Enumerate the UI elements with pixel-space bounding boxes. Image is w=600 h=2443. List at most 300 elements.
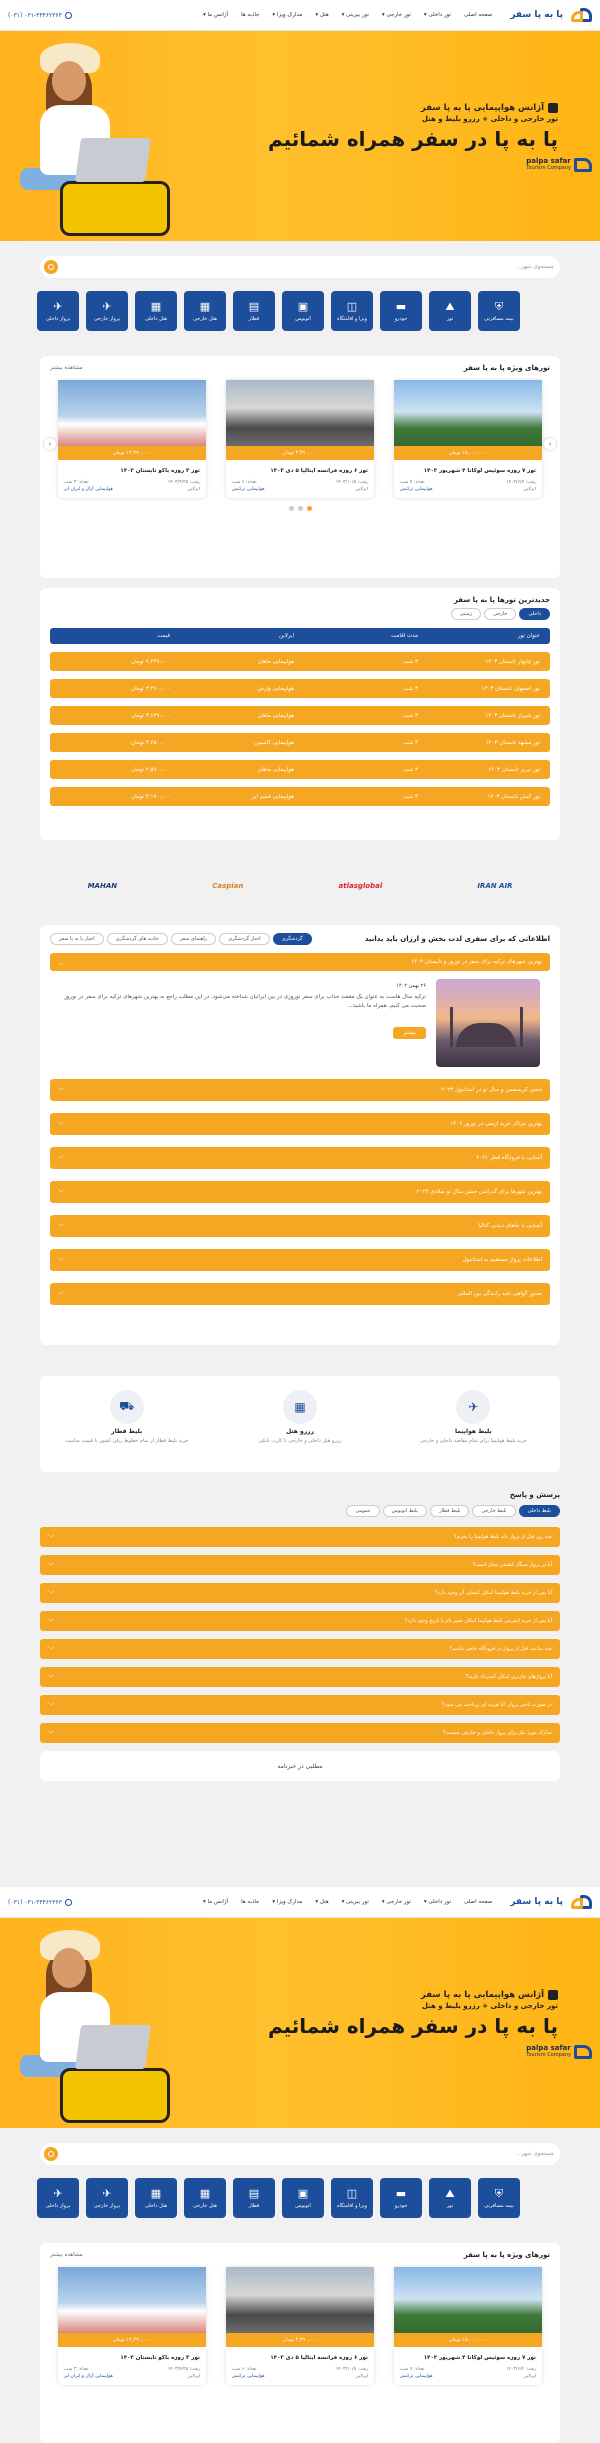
car-icon: ▬ <box>395 2186 407 2200</box>
table-row[interactable] <box>50 760 550 779</box>
table-cell: هواپیمایی ماهان <box>257 766 294 773</box>
search-icon <box>48 2151 54 2157</box>
airline-name: هواپیمایی ترکیش <box>400 487 433 492</box>
hero-line2: تور خارجی و داخلی + رزرو بلیط و هتل <box>421 2002 558 2010</box>
plane-icon: ✈ <box>102 2186 112 2200</box>
visa-icon: ◫ <box>346 2186 358 2200</box>
hotel-icon: ▦ <box>199 2186 211 2200</box>
category-label: هتل خارجی <box>193 315 217 322</box>
faq-item[interactable] <box>40 1667 560 1687</box>
table-cell: ۳ شب <box>403 685 418 692</box>
table-cell: هواپیمایی وارش <box>257 685 294 692</box>
airline-name: هواپیمایی آزال و ایران ایر <box>64 487 113 492</box>
category-visa[interactable] <box>331 291 373 331</box>
nav-item[interactable]: صفحه اصلی <box>464 1899 493 1905</box>
search-button[interactable] <box>44 2147 58 2161</box>
category-plane[interactable] <box>86 291 128 331</box>
category-label: خودرو <box>394 315 408 322</box>
category-shield[interactable] <box>478 2178 520 2218</box>
tour-meta <box>58 478 206 487</box>
accordion-item[interactable] <box>50 1113 550 1135</box>
faq-tabs <box>40 1505 560 1517</box>
category-visa[interactable] <box>331 2178 373 2218</box>
tour-meta <box>58 2365 206 2374</box>
info-tab[interactable]: اخبار پا به پا سفر <box>50 933 104 945</box>
tour-card[interactable] <box>394 2267 542 2385</box>
accordion-title: آشنایی با فرودگاه قطر ۲۰۲۱ <box>476 1155 542 1161</box>
carousel-dot[interactable] <box>307 506 312 511</box>
col-price: قیمت <box>157 633 170 639</box>
nav-item[interactable]: آژانس ما ▾ <box>202 1899 229 1905</box>
chevron-down-icon: ﹀ <box>48 1534 55 1542</box>
accordion-title: آشنایی با جاهای دیدنی کتالیا <box>478 1223 542 1229</box>
agency-icon <box>548 1990 558 2000</box>
tour-image[interactable] <box>58 2267 206 2347</box>
tour-price: ۱۲,۴۹۰,۰۰۰ تومان <box>112 2337 152 2343</box>
airline-name: هواپیمایی ترکیش <box>400 2374 433 2379</box>
car-icon: ▬ <box>395 299 407 313</box>
chevron-down-icon: ﹀ <box>58 1155 65 1163</box>
service-plane[interactable] <box>398 1390 548 1472</box>
faq-tab[interactable]: بلیط داخلی <box>519 1505 560 1517</box>
carousel-dot[interactable] <box>289 506 294 511</box>
service-desc: رزرو هتل داخلی و خارجی با کارت بانکی <box>258 1438 342 1444</box>
faq-question: چند روز قبل از پرواز باید بلیط هواپیما را بخرم؟ <box>454 1534 552 1540</box>
table-cell: ۴,۵۹۰,۰۰۰ تومان <box>131 766 170 773</box>
airline-name: هواپیمایی ترکیش <box>232 487 265 492</box>
airline-logo: IRAN AIR <box>477 882 513 890</box>
tour-card[interactable] <box>58 2267 206 2385</box>
article-preview <box>60 979 540 1067</box>
tour-date: رفت: ۱۴۰۳/۴/۲۵ <box>167 480 200 485</box>
search-button[interactable] <box>44 260 58 274</box>
nav-item[interactable]: هتل ▾ <box>315 1899 329 1905</box>
hero-title: پا به پا در سفر همراه شمائیم <box>267 2014 558 2038</box>
tour-date: رفت: ۱۴۰۳/۴/۲۵ <box>167 2367 200 2372</box>
tour-card[interactable] <box>58 380 206 498</box>
table-cell: تور کیش تابستان ۱۴۰۳ <box>487 793 540 800</box>
tour-airline <box>58 487 206 498</box>
tour-image[interactable] <box>394 2267 542 2347</box>
chevron-down-icon: ﹀ <box>58 1223 65 1231</box>
tour-meta <box>226 478 374 487</box>
latest-tabs <box>50 608 550 620</box>
category-label: پرواز خارجی <box>93 2202 121 2209</box>
accordion-item[interactable] <box>50 1147 550 1169</box>
tab-0[interactable]: داخلی <box>519 608 550 620</box>
chevron-down-icon: ﹀ <box>48 1618 55 1626</box>
tour-meta <box>394 2365 542 2374</box>
article-date: ۲۶ بهمن ۱۴۰۲ <box>396 983 426 989</box>
table-cell: ۳,۱۷۰,۰۰۰ تومان <box>131 793 170 800</box>
category-hotel[interactable] <box>135 291 177 331</box>
table-cell: ۳ شب <box>403 712 418 719</box>
plane-icon: ✈ <box>102 299 112 313</box>
agency-icon <box>548 103 558 113</box>
table-cell: هواپیمایی کاسپین <box>254 739 294 746</box>
phone-link[interactable] <box>8 12 72 19</box>
special-tours-section <box>40 356 560 578</box>
tour-card[interactable] <box>394 380 542 498</box>
hero-brand <box>526 2045 592 2059</box>
table-cell: ۴,۴۳۹,۰۰۰ تومان <box>131 658 170 665</box>
category-shield[interactable] <box>478 291 520 331</box>
airline-name: هواپیمایی ترکیش <box>232 2374 265 2379</box>
accordion-item[interactable] <box>50 1283 550 1305</box>
read-more-button[interactable]: بیشتر <box>393 1027 426 1039</box>
table-cell: ۳ شب <box>403 658 418 665</box>
faq-item[interactable] <box>40 1527 560 1547</box>
nav-item[interactable]: تور خارجی ▾ <box>381 12 411 18</box>
page-repeat <box>0 1887 600 2379</box>
info-tab[interactable]: راهنمای سفر <box>171 933 216 945</box>
airline-label: ایرلاین <box>523 487 536 492</box>
main-nav <box>72 12 492 18</box>
brand-logo-icon <box>574 158 592 172</box>
category-plane[interactable] <box>37 291 79 331</box>
nav-item[interactable]: تور بیرینی ▾ <box>341 1899 369 1905</box>
carousel-dots <box>40 498 560 519</box>
chevron-down-icon: ﹀ <box>58 1291 65 1299</box>
bus-icon: ▣ <box>297 2186 309 2200</box>
brand-name: palpa safar <box>526 157 571 166</box>
faq-question: آیا پروازهای چارتری امکان استرداد دارند؟ <box>465 1674 552 1680</box>
category-label: خودرو <box>394 2202 408 2209</box>
accordion-item[interactable] <box>50 1249 550 1271</box>
tour-airline <box>394 2374 542 2385</box>
tour-title[interactable]: تور ۶ روزه فرانسه ایتالیا ۵ دی ۱۴۰۳ <box>270 468 368 474</box>
faq-question: در صورت تاخیر پرواز، آیا هزینه ای پرداخت می شود؟ <box>442 1702 552 1708</box>
logo-mark <box>566 1893 592 1911</box>
nav-item[interactable]: تور بیرینی ▾ <box>341 12 369 18</box>
hero-banner <box>0 1918 600 2128</box>
table-cell: ۳,۲۵۰,۰۰۰ تومان <box>131 739 170 746</box>
shield-icon: ⛨ <box>494 2186 504 2200</box>
search-input[interactable]: جستجوی شهر... <box>516 2151 554 2157</box>
category-plane[interactable] <box>37 2178 79 2218</box>
tour-meta <box>394 478 542 487</box>
category-label: اتوبوس <box>295 2202 311 2209</box>
chevron-down-icon: ﹀ <box>48 1702 55 1710</box>
plane-icon: ✈ <box>53 299 63 313</box>
nav-item[interactable]: جاذبه ها <box>241 1899 260 1905</box>
tab-2[interactable]: زمینی <box>451 608 481 620</box>
tour-image[interactable] <box>226 2267 374 2347</box>
tour-meta <box>226 2365 374 2374</box>
category-car[interactable] <box>380 2178 422 2218</box>
table-cell: تور شیراز تابستان ۱۴۰۳ <box>485 712 540 719</box>
service-hotel[interactable] <box>225 1390 375 1472</box>
category-label: بیمه مسافرتی <box>484 2202 514 2209</box>
airline-logo: Caspian <box>212 882 244 890</box>
category-label: پرواز داخلی <box>45 2202 71 2209</box>
category-label: قطار <box>248 315 260 322</box>
nav-item[interactable]: آژانس ما ▾ <box>202 12 229 18</box>
main-nav <box>72 1899 492 1905</box>
hero-brand <box>526 158 592 172</box>
category-tour[interactable] <box>429 291 471 331</box>
newsletter-empty: مطلبی در خبرنامه <box>40 1751 560 1781</box>
tour-nights: تعداد: ۳ شب <box>64 480 89 485</box>
faq-question: چند ساعت قبل از پرواز در فرودگاه حاضر باشیم؟ <box>449 1646 552 1652</box>
category-hotel[interactable] <box>135 2178 177 2218</box>
nav-item[interactable]: جاذبه ها <box>241 12 260 18</box>
visa-icon: ◫ <box>346 299 358 313</box>
category-car[interactable] <box>380 291 422 331</box>
tour-date: رفت: ۱۴۰۳/۱۰/۵ <box>335 480 368 485</box>
nav-item[interactable]: مدارک ویزا ▾ <box>272 12 303 18</box>
info-tab[interactable]: جاذبه های گردشگری <box>107 933 168 945</box>
tour-image[interactable] <box>58 380 206 460</box>
faq-tab[interactable]: عمومی <box>346 1505 379 1517</box>
table-row[interactable] <box>50 706 550 725</box>
phone-number: ۰۳۱-۳۴۴۶۲۳۶۳ (۰۳۱) <box>8 11 62 19</box>
info-tab[interactable]: اخبار گردشگری <box>219 933 270 945</box>
category-label: هتل داخلی <box>144 315 168 322</box>
category-plane[interactable] <box>86 2178 128 2218</box>
site-header <box>0 1887 600 1918</box>
info-tabs <box>50 933 312 945</box>
faq-tab[interactable]: بلیط اتوبوس <box>383 1505 427 1517</box>
chevron-down-icon: ﹀ <box>58 1189 65 1197</box>
nav-item[interactable]: مدارک ویزا ▾ <box>272 1899 303 1905</box>
section-title: تورهای ویژه پا به پا سفر <box>463 364 550 372</box>
nav-item[interactable]: تور داخلی ▾ <box>423 1899 451 1905</box>
col-airline: ایرلاین <box>279 633 294 639</box>
service-desc: خرید بلیط هواپیما برای تمام مقاصد داخلی و خارجی <box>419 1438 527 1444</box>
info-tab[interactable]: گردشگری <box>273 933 312 945</box>
brand-tagline: Tourism Company <box>526 165 571 172</box>
tour-title[interactable]: تور ۷ روزه سوئیس لوکانا ۴ شهریور ۱۴۰۳ <box>423 468 536 474</box>
tour-card[interactable] <box>226 2267 374 2385</box>
site-header <box>0 0 600 31</box>
category-label: ویزا و اقامتگاه <box>337 2202 367 2209</box>
section-title: تورهای ویژه پا به پا سفر <box>463 2251 550 2259</box>
category-label: اتوبوس <box>295 315 311 322</box>
services-section <box>40 1376 560 1472</box>
logo-text: پا به پا سفر <box>510 10 563 20</box>
category-train[interactable] <box>233 291 275 331</box>
table-row[interactable] <box>50 652 550 671</box>
nav-item[interactable]: صفحه اصلی <box>464 12 493 18</box>
shield-icon: ⛨ <box>494 299 504 313</box>
phone-icon <box>65 1899 72 1906</box>
tour-image[interactable] <box>394 380 542 460</box>
brand-logo-icon <box>574 2045 592 2059</box>
category-bus[interactable] <box>282 2178 324 2218</box>
table-cell: تور اصفهان تابستان ۱۴۰۳ <box>481 685 540 692</box>
tour-title[interactable]: تور ۳ روزه باکو تابستان ۱۴۰۳ <box>120 2355 200 2361</box>
category-bar <box>37 2178 520 2218</box>
category-label: هتل داخلی <box>144 2202 168 2209</box>
carousel-prev-icon[interactable]: ‹ <box>44 438 56 450</box>
table-cell: ۳ شب <box>403 739 418 746</box>
tour-airline <box>58 2374 206 2385</box>
hero-title: پا به پا در سفر همراه شمائیم <box>267 127 558 151</box>
chevron-up-icon: ︿ <box>58 959 65 967</box>
table-cell: هواپیمایی ماهان <box>257 712 294 719</box>
nav-item[interactable]: تور خارجی ▾ <box>381 1899 411 1905</box>
tour-title[interactable]: تور ۷ روزه سوئیس لوکانا ۴ شهریور ۱۴۰۳ <box>423 2355 536 2361</box>
search-icon <box>48 264 54 270</box>
nav-item[interactable]: هتل ▾ <box>315 12 329 18</box>
chevron-down-icon: ﹀ <box>48 1562 55 1570</box>
category-label: قطار <box>248 2202 260 2209</box>
section-title: پرسش و پاسخ <box>509 1491 560 1499</box>
article-excerpt: ترکیه سال هاست به عنوان یک مقصد جذاب برای سفر نوروزی در بین ایرانیان شناخته می‌شود. در این مطلب راجع به بهترین شهرهای ترکیه برای سفر در نوروز صحبت می کنیم. همراه ما باشید... <box>64 994 426 1009</box>
chevron-down-icon: ﹀ <box>48 1730 55 1738</box>
accordion-title: صدور گواهی نامه رانندگی بین المللی <box>457 1291 542 1297</box>
hero-line1: آژانس هواپیمایی پا به پا سفر <box>420 1990 544 2000</box>
tour-nights: تعداد: ۳ شب <box>64 2367 89 2372</box>
airline-logo: atlasglobal <box>338 882 383 890</box>
phone-link[interactable] <box>8 1899 72 1906</box>
airline-logos <box>40 858 560 914</box>
hero-banner <box>0 31 600 241</box>
tour-airline <box>226 2374 374 2385</box>
travel-info-section <box>40 925 560 1345</box>
category-label: تور <box>446 2202 454 2209</box>
faq-item[interactable] <box>40 1583 560 1603</box>
table-row[interactable] <box>50 679 550 698</box>
airline-label: ایرلاین <box>187 2374 200 2379</box>
special-tours-section <box>40 2243 560 2443</box>
accordion-item[interactable] <box>50 1215 550 1237</box>
see-all-link[interactable]: مشاهده بیشتر <box>50 365 83 371</box>
accordion-title: اطلاعات پرواز مستقیم به استانبول <box>462 1257 542 1263</box>
airline-label: ایرلاین <box>523 2374 536 2379</box>
category-label: بیمه مسافرتی <box>484 315 514 322</box>
category-tour[interactable] <box>429 2178 471 2218</box>
category-bar <box>37 291 520 331</box>
hero-text <box>268 1990 558 2038</box>
section-title: اطلاعاتی که برای سفری لذت بخش و ارزان باید بدانید <box>364 935 550 943</box>
article-image <box>436 979 540 1067</box>
faq-tab[interactable]: بلیط قطار <box>430 1505 469 1517</box>
latest-tours-section <box>40 588 560 840</box>
table-row[interactable] <box>50 787 550 806</box>
faq-item[interactable] <box>40 1611 560 1631</box>
airline-label: ایرلاین <box>355 487 368 492</box>
tour-card[interactable] <box>226 380 374 498</box>
logo-mark <box>566 6 592 24</box>
tour-title[interactable]: تور ۳ روزه باکو تابستان ۱۴۰۳ <box>120 468 200 474</box>
tour-nights: تعداد: ۷ شب <box>400 480 425 485</box>
nav-item[interactable]: تور داخلی ▾ <box>423 12 451 18</box>
faq-item[interactable] <box>40 1639 560 1659</box>
table-cell: تور چابهار تابستان ۱۴۰۳ <box>485 658 540 665</box>
category-bus[interactable] <box>282 291 324 331</box>
phone-icon <box>65 12 72 19</box>
tour-image[interactable] <box>226 380 374 460</box>
table-cell: تور مشهد تابستان ۱۴۰۳ <box>485 739 540 746</box>
logo[interactable] <box>510 1893 592 1911</box>
faq-item[interactable] <box>40 1555 560 1575</box>
chevron-down-icon: ﹀ <box>58 1087 65 1095</box>
service-title: رزرو هتل <box>285 1428 315 1435</box>
train-icon: ▤ <box>248 2186 260 2200</box>
accordion-item[interactable] <box>50 1181 550 1203</box>
tour-nights: تعداد: ۶ شب <box>232 2367 257 2372</box>
hotel-icon: ▦ <box>150 2186 162 2200</box>
hotel-icon: ▦ <box>150 299 162 313</box>
hero-text <box>268 103 558 151</box>
airline-logo: MAHAN <box>87 882 118 890</box>
faq-item[interactable] <box>40 1723 560 1743</box>
tour-price: ۱۵,۰۰۰,۰۰۰ تومان <box>448 450 488 456</box>
accordion-title: بهترین شهرها برای گذراندن جشن سال نو میلادی ۲۰۲۳ <box>416 1189 542 1195</box>
faq-item[interactable] <box>40 1695 560 1715</box>
table-cell: تور تبریز تابستان ۱۴۰۳ <box>488 766 540 773</box>
tour-price: ۲,۳۹۰,۰۰۰ تومان <box>282 2337 318 2343</box>
chevron-down-icon: ﹀ <box>58 1257 65 1265</box>
accordion-title: بهترین شهرهای ترکیه برای سفر در نوروز و تابستان ۱۴۰۳ <box>411 959 542 965</box>
hero-traveler-image <box>10 43 180 241</box>
train-icon: ⛟ <box>110 1390 144 1424</box>
plane-icon: ✈ <box>456 1390 490 1424</box>
bus-icon: ▣ <box>297 299 309 313</box>
category-label: پرواز خارجی <box>93 315 121 322</box>
accordion-title: جشن کریسمس و سال نو در استانبول ۲۰۲۳ <box>441 1087 542 1093</box>
carousel-next-icon[interactable]: › <box>544 438 556 450</box>
service-title: بلیط قطار <box>111 1428 143 1435</box>
chevron-down-icon: ﹀ <box>48 1590 55 1598</box>
city-search[interactable] <box>40 2143 560 2165</box>
chevron-down-icon: ﹀ <box>48 1674 55 1682</box>
service-train[interactable] <box>52 1390 202 1472</box>
tab-1[interactable]: خارجی <box>484 608 516 620</box>
tour-icon: ⛰ <box>445 2186 455 2200</box>
tour-airline <box>394 487 542 498</box>
chevron-down-icon: ﹀ <box>48 1646 55 1654</box>
airline-label: ایرلاین <box>187 487 200 492</box>
accordion-item[interactable] <box>50 1079 550 1101</box>
table-cell: هواپیمایی ماهان <box>257 658 294 665</box>
category-label: ویزا و اقامتگاه <box>337 315 367 322</box>
table-cell: ۳ شب <box>403 766 418 773</box>
tour-nights: تعداد: ۶ شب <box>232 480 257 485</box>
faq-question: آیا پس از خرید اینترنتی بلیط هواپیما امکان تغییر نام یا تاریخ وجود دارد؟ <box>405 1618 552 1624</box>
category-hotel[interactable] <box>184 291 226 331</box>
chevron-down-icon: ﹀ <box>58 1121 65 1129</box>
table-cell: ۳ شب <box>403 793 418 800</box>
phone-number: ۰۳۱-۳۴۴۶۲۳۶۳ (۰۳۱) <box>8 1898 62 1906</box>
category-label: تور <box>446 315 454 322</box>
table-cell: ۳,۶۳۹,۰۰۰ تومان <box>131 712 170 719</box>
logo[interactable] <box>510 6 592 24</box>
table-cell: ۳,۲۷۰,۰۰۰ تومان <box>131 685 170 692</box>
search-input[interactable]: جستجوی شهر... <box>516 264 554 270</box>
faq-question: آیا در پرواز سیگار کشیدن مجاز است؟ <box>473 1562 552 1568</box>
airline-label: ایرلاین <box>355 2374 368 2379</box>
see-all-link[interactable]: مشاهده بیشتر <box>50 2252 83 2258</box>
logo-text: پا به پا سفر <box>510 1897 563 1907</box>
faq-question: مدارک مورد نیاز برای پرواز داخلی و خارجی چیست؟ <box>443 1730 552 1736</box>
city-search[interactable] <box>40 256 560 278</box>
accordion-open-header[interactable] <box>50 953 550 971</box>
hero-line1: آژانس هواپیمایی پا به پا سفر <box>420 103 544 113</box>
tour-icon: ⛰ <box>445 299 455 313</box>
hotel-icon: ▦ <box>199 299 211 313</box>
category-train[interactable] <box>233 2178 275 2218</box>
carousel-dot[interactable] <box>298 506 303 511</box>
airline-name: هواپیمایی آزال و ایران ایر <box>64 2374 113 2379</box>
category-hotel[interactable] <box>184 2178 226 2218</box>
tour-date: رفت: ۱۴۰۳/۶/۴ <box>506 2367 536 2372</box>
tour-title[interactable]: تور ۶ روزه فرانسه ایتالیا ۵ دی ۱۴۰۳ <box>270 2355 368 2361</box>
faq-tab[interactable]: بلیط خارجی <box>472 1505 515 1517</box>
table-row[interactable] <box>50 733 550 752</box>
